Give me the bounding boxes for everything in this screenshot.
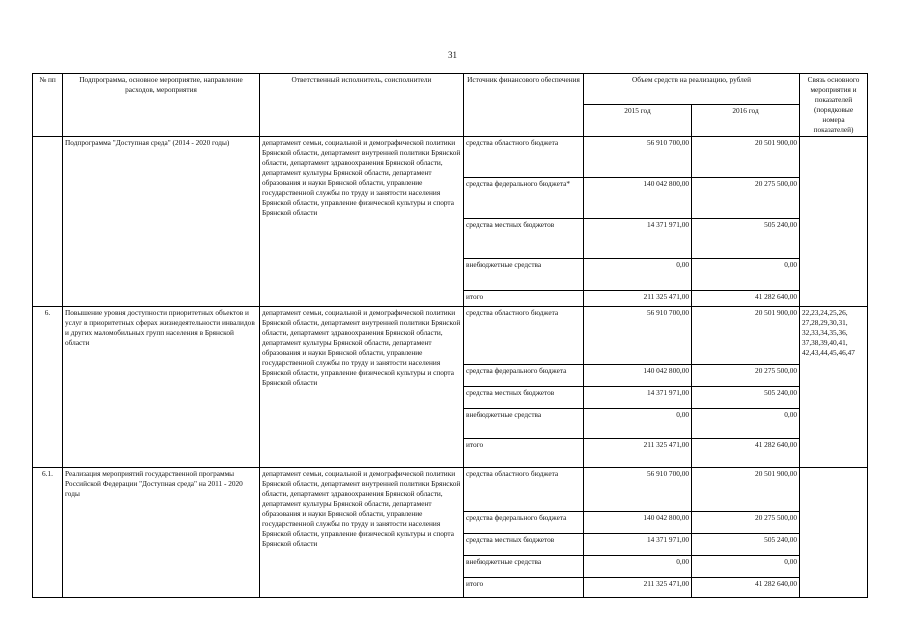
funding-source: средства федерального бюджета*: [464, 178, 584, 219]
funding-source: средства местных бюджетов: [464, 219, 584, 259]
indicator-links: [800, 468, 868, 598]
funding-source-total: итого: [464, 578, 584, 598]
header-2015: 2015 год: [584, 104, 692, 136]
funding-source-total: итого: [464, 291, 584, 307]
table-row: [33, 137, 868, 178]
amount-2015: 56 910 700,00: [584, 137, 692, 178]
funding-source: средства федерального бюджета: [464, 512, 584, 534]
executor-text: департамент семьи, социальной и демографической политики Брянской области, департамент внутренней политики Брянской области, департамент здравоохранения Брянской области, департамент культуры Брянской области, департамент образования и науки Брянской области, управление государственной службы по труду и занятости населения Брянской области, управление физической культуры и спорта Брянской области: [260, 307, 464, 468]
header-2016: 2016 год: [692, 104, 800, 136]
page-number: 31: [448, 50, 457, 60]
amount-2015: 14 371 971,00: [584, 534, 692, 556]
program-name: Повышение уровня доступности приоритетных объектов и услуг в приоритетных сферах жизнедеятельности инвалидов и других маломобильных групп населения в Брянской области: [63, 307, 260, 468]
amount-2015: 0,00: [584, 409, 692, 439]
indicator-links: 22,23,24,25,26, 27,28,29,30,31, 32,33,34,35,36, 37,38,39,40,41, 42,43,44,45,46,47: [800, 307, 868, 468]
table-row: [33, 307, 868, 365]
amount-2016: 505 240,00: [692, 387, 800, 409]
funding-source: средства местных бюджетов: [464, 387, 584, 409]
amount-2015: 140 042 800,00: [584, 512, 692, 534]
funding-source: средства областного бюджета: [464, 468, 584, 512]
amount-2015: 0,00: [584, 259, 692, 291]
amount-2016: 505 240,00: [692, 219, 800, 259]
row-number: [33, 137, 63, 307]
total-2015: 211 325 471,00: [584, 291, 692, 307]
budget-table: [32, 73, 868, 598]
total-2016: 41 282 640,00: [692, 439, 800, 468]
header-executor: Ответственный исполнитель, соисполнители: [260, 74, 464, 137]
amount-2016: 20 501 900,00: [692, 307, 800, 365]
funding-source: средства областного бюджета: [464, 307, 584, 365]
header-link: Связь основного мероприятия и показателей (порядковые номера показателей): [800, 74, 868, 137]
total-2016: 41 282 640,00: [692, 291, 800, 307]
amount-2015: 14 371 971,00: [584, 387, 692, 409]
row-number: 6.1.: [33, 468, 63, 598]
amount-2015: 140 042 800,00: [584, 178, 692, 219]
amount-2016: 0,00: [692, 556, 800, 578]
header-program: Подпрограмма, основное мероприятие, направление расходов, мероприятия: [63, 74, 260, 137]
funding-source: внебюджетные средства: [464, 409, 584, 439]
amount-2015: 140 042 800,00: [584, 365, 692, 387]
executor-text: департамент семьи, социальной и демографической политики Брянской области, департамент внутренней политики Брянской области, департамент здравоохранения Брянской области, департамент культуры Брянской области, департамент образования и науки Брянской области, управление государственной службы по труду и занятости населения Брянской области, управление физической культуры и спорта Брянской области: [260, 468, 464, 598]
amount-2016: 0,00: [692, 259, 800, 291]
total-2016: 41 282 640,00: [692, 578, 800, 598]
indicator-links: [800, 137, 868, 307]
amount-2016: 0,00: [692, 409, 800, 439]
amount-2015: 56 910 700,00: [584, 307, 692, 365]
funding-source: средства местных бюджетов: [464, 534, 584, 556]
row-number: 6.: [33, 307, 63, 468]
executor-text: департамент семьи, социальной и демографической политики Брянской области, департамент внутренней политики Брянской области, департамент здравоохранения Брянской области, департамент культуры Брянской области, департамент образования и науки Брянской области, управление государственной службы по труду и занятости населения Брянской области, управление физической культуры и спорта Брянской области: [260, 137, 464, 307]
program-name: Подпрограмма "Доступная среда" (2014 - 2020 годы): [63, 137, 260, 307]
header-num: № пп: [33, 74, 63, 137]
program-name: Реализация мероприятий государственной программы Российской Федерации "Доступная среда" на 2011 - 2020 годы: [63, 468, 260, 598]
amount-2016: 20 501 900,00: [692, 468, 800, 512]
amount-2015: 14 371 971,00: [584, 219, 692, 259]
amount-2015: 0,00: [584, 556, 692, 578]
funding-source: средства областного бюджета: [464, 137, 584, 178]
table-row: [33, 468, 868, 512]
total-2015: 211 325 471,00: [584, 578, 692, 598]
header-source: Источник финансового обеспечения: [464, 74, 584, 137]
funding-source-total: итого: [464, 439, 584, 468]
amount-2016: 20 501 900,00: [692, 137, 800, 178]
amount-2016: 20 275 500,00: [692, 365, 800, 387]
funding-source: внебюджетные средства: [464, 259, 584, 291]
amount-2016: 20 275 500,00: [692, 178, 800, 219]
amount-2016: 505 240,00: [692, 534, 800, 556]
funding-source: внебюджетные средства: [464, 556, 584, 578]
header-volume: Объем средств на реализацию, рублей: [584, 74, 800, 105]
amount-2016: 20 275 500,00: [692, 512, 800, 534]
funding-source: средства федерального бюджета: [464, 365, 584, 387]
total-2015: 211 325 471,00: [584, 439, 692, 468]
amount-2015: 56 910 700,00: [584, 468, 692, 512]
